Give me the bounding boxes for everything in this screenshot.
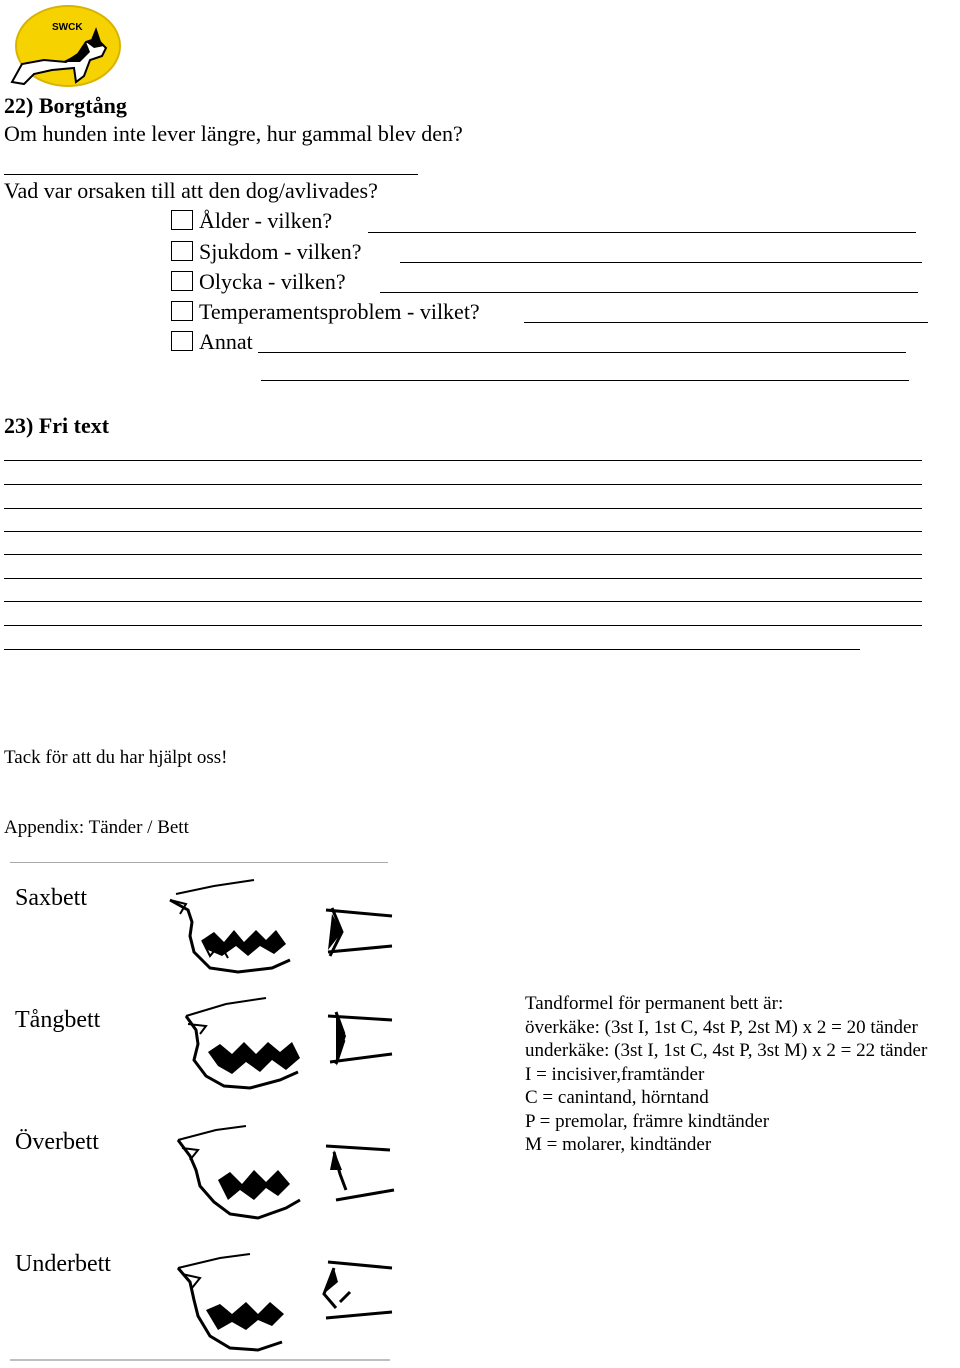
section-22-heading: 22) Borgtång — [4, 93, 127, 118]
option-label-sjukdom: Sjukdom - vilken? — [199, 239, 362, 264]
formula-line: Tandformel för permanent bett är: — [525, 993, 784, 1014]
checkbox-alder[interactable] — [171, 210, 193, 230]
formula-line: överkäke: (3st I, 1st C, 4st P, 2st M) x 2 = 20 tänder — [525, 1016, 918, 1038]
question-cause: Vad var orsaken till att den dog/avlivades? — [4, 178, 378, 203]
bite-illustration — [10, 982, 410, 1100]
question-age: Om hunden inte lever längre, hur gammal blev den? — [4, 121, 463, 146]
free-text-line[interactable] — [4, 554, 922, 555]
free-text-line[interactable] — [4, 625, 922, 626]
bite-illustration — [10, 1104, 410, 1222]
answer-line-alder[interactable] — [368, 232, 916, 233]
answer-line-sjukdom[interactable] — [400, 262, 922, 263]
free-text-line[interactable] — [4, 601, 922, 602]
bite-label-tangbett: Tångbett — [15, 1007, 101, 1033]
bite-illustration — [10, 860, 410, 978]
formula-line: underkäke: (3st I, 1st C, 4st P, 3st M) x 2 = 22 tänder — [525, 1040, 928, 1061]
formula-line: C = canintand, hörntand — [525, 1087, 709, 1108]
answer-line-age[interactable] — [4, 174, 418, 175]
checkbox-temperament[interactable] — [171, 301, 193, 321]
free-text-line[interactable] — [4, 460, 922, 461]
thanks-text: Tack för att du har hjälpt oss! — [4, 747, 228, 768]
bite-panel-tangbett — [10, 982, 410, 1100]
free-text-line[interactable] — [4, 649, 860, 650]
option-label-annat: Annat — [199, 329, 253, 354]
free-text-line[interactable] — [4, 484, 922, 485]
bite-label-saxbett: Saxbett — [15, 885, 87, 911]
answer-line-annat-2[interactable] — [261, 380, 909, 381]
free-text-line[interactable] — [4, 531, 922, 532]
formula-line: M = molarer, kindtänder — [525, 1134, 712, 1155]
checkbox-sjukdom[interactable] — [171, 241, 193, 261]
answer-line-temperament[interactable] — [524, 322, 928, 323]
bite-label-underbett: Underbett — [15, 1251, 111, 1277]
club-logo — [4, 4, 122, 94]
free-text-line[interactable] — [4, 578, 922, 579]
bite-panel-saxbett — [10, 860, 410, 978]
section-23-heading: 23) Fri text — [4, 413, 110, 438]
answer-line-olycka[interactable] — [380, 292, 918, 293]
bite-panel-underbett — [10, 1232, 410, 1364]
free-text-line[interactable] — [4, 508, 922, 509]
bite-label-overbett: Överbett — [15, 1129, 99, 1155]
option-label-olycka: Olycka - vilken? — [199, 269, 346, 294]
formula-line: I = incisiver,framtänder — [525, 1063, 705, 1085]
formula-line: P = premolar, främre kindtänder — [525, 1110, 770, 1132]
answer-line-annat[interactable] — [258, 352, 906, 353]
bite-panel-overbett — [10, 1104, 410, 1222]
option-label-alder: Ålder - vilken? — [199, 208, 333, 233]
option-label-temperament: Temperamentsproblem - vilket? — [199, 299, 480, 324]
checkbox-olycka[interactable] — [171, 271, 193, 291]
appendix-title: Appendix: Tänder / Bett — [4, 817, 189, 838]
logo-text: SWCK — [52, 22, 83, 33]
checkbox-annat[interactable] — [171, 331, 193, 351]
